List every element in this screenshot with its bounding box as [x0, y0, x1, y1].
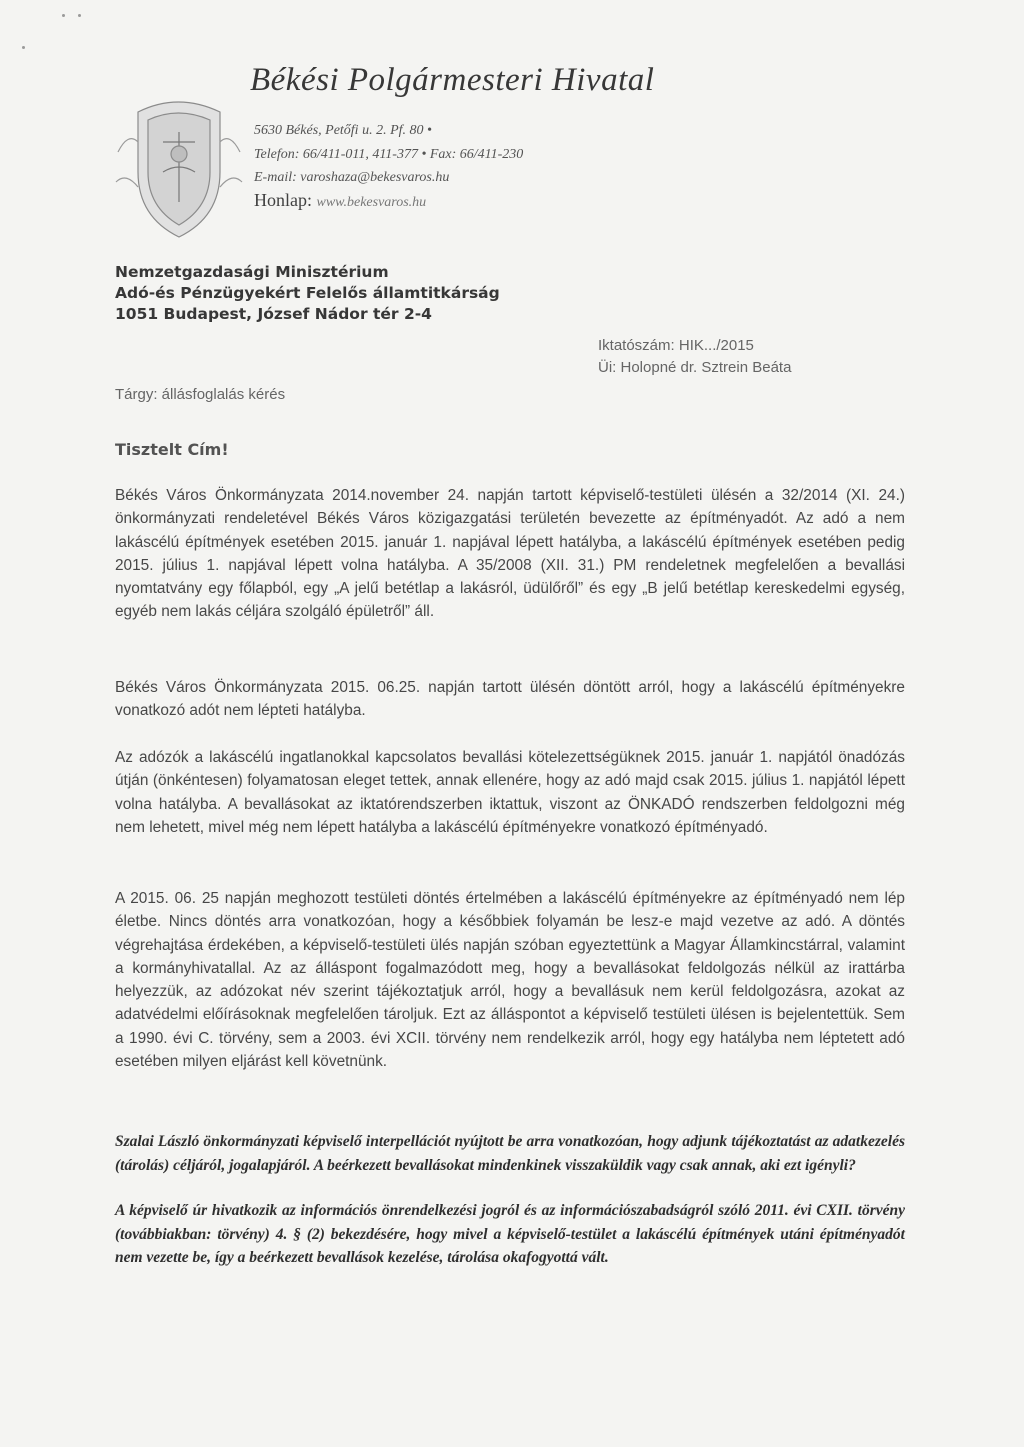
scan-speck — [22, 46, 25, 49]
legal-reference-paragraph: A képviselő úr hivatkozik az információs önrendelkezési jogról és az információszabadságról szóló 2011. évi CXII. törvény (továbbiakban: törvény) 4. § (2) bekezdésére, hogy mivel a képviselő-testület a lakáscélú építmények utáni építményadót nem vezette be, így a beérkezett bevallások kezelése, tárolása okafogyottá vált. — [115, 1202, 905, 1266]
reference-number: Iktatószám: HIK.../2015 — [598, 337, 754, 354]
subject-line: Tárgy: állásfoglalás kérés — [115, 386, 286, 403]
body-paragraph: Békés Város Önkormányzata 2015. 06.25. napján tartott ülésén döntött arról, hogy a lakáscélú építményekre vonatkozó adót nem lépteti hatályba. — [115, 679, 905, 720]
body-paragraph: Békés Város Önkormányzata 2014.november 24. napján tartott képviselő-testületi ülésén a 32/2014 (XI. 24.) önkormányzati rendeletével Békés Város közigazgatási területén bevezette az építményadót. Az adó a nem lakáscélú építmények esetében 2015. január 1. napjával lépett hatályba, a lakáscélú építmények esetében pedig 2015. július 1. napjával lépett volna hatályba. A 35/2008 (XII. 31.) PM rendeletnek megfelelően a bevallási nyomtatvány egy főlapból, egy „A jelű betétlap a lakásról, üdülőről” és egy „B jelű betétlap kereskedelmi egység, egyéb nem lakás céljára szolgáló épületről” áll. — [115, 487, 905, 621]
reference-block — [598, 335, 791, 379]
letterhead-address: 5630 Békés, Petőfi u. 2. Pf. 80 • — [254, 123, 432, 138]
letterhead-title: Békési Polgármesteri Hivatal — [250, 62, 655, 98]
recipient-line-1: Nemzetgazdasági Minisztérium — [115, 263, 389, 281]
body-paragraph: A 2015. 06. 25 napján meghozott testületi döntés értelmében a lakáscélú építményekre az építményadó nem lép életbe. Nincs döntés arra vonatkozóan, hogy a későbbiek folyamán be lesz-e majd vezetve az adó. A döntés végrehajtása érdekében, a képviselő-testületi ülés napján szóban egyeztettünk a Magyar Államkincstárral, valamint a kormányhivatallal. Az az álláspont fogalmazódott meg, hogy a bevallásokat feldolgozás nélkül az irattárba helyezzük, az adózokat név szerint tájékoztatjuk arról, hogy a bevallásuk nem kerül feldolgozásra, azokat az adatvédelmi előírásoknak megfelelően tároljuk. Ezt az álláspontot a képviselő testületi ülésen is bejelentettük. Sem a 1990. évi C. törvény, sem a 2003. évi XCII. törvény nem rendelkezik arról, hogy egy hatályba nem léptetett adó esetében milyen eljárást kell követnünk. — [115, 890, 905, 1071]
website-label: Honlap: — [254, 190, 312, 210]
case-officer: Üi: Holopné dr. Sztrein Beáta — [598, 359, 792, 376]
body-paragraph: Az adózók a lakáscélú ingatlanokkal kapcsolatos bevallási kötelezettségüknek 2015. január 1. napjától önadózás útján (önkéntesen) folyamatosan eleget tettek, annak ellenére, hogy az adó majd csak 2015. július 1. napjától lépett volna hatályba. A bevallásokat az iktatórendszerben iktattuk, viszont az ÖNKADÓ rendszerben feldolgozni még nem lehetett, mivel még nem lépett hatályba a lakáscélú építményekre vonatkozó építményadó. — [115, 749, 905, 836]
scan-speck — [78, 14, 81, 17]
recipient-line-3: 1051 Budapest, József Nádor tér 2-4 — [115, 305, 432, 323]
recipient-block — [115, 262, 500, 325]
city-crest-icon — [108, 92, 250, 242]
website-link[interactable]: www.bekesvaros.hu — [316, 195, 427, 210]
letterhead-email: E-mail: varoshaza@bekesvaros.hu — [254, 170, 450, 185]
letterhead-website — [254, 190, 426, 211]
recipient-line-2: Adó-és Pénzügyekért Felelős államtitkárság — [115, 284, 500, 302]
letterhead-phone: Telefon: 66/411-011, 411-377 • Fax: 66/411-230 — [254, 147, 524, 162]
interpellation-paragraph: Szalai László önkormányzati képviselő interpellációt nyújtott be arra vonatkozóan, hogy adjunk tájékoztatást az adatkezelés (tárolás) céljáról, jogalapjáról. A beérkezett bevallásokat mindenkinek visszaküldik vagy csak annak, aki ezt igényli? — [115, 1133, 905, 1174]
salutation: Tisztelt Cím! — [115, 440, 229, 459]
scan-speck — [62, 14, 65, 17]
